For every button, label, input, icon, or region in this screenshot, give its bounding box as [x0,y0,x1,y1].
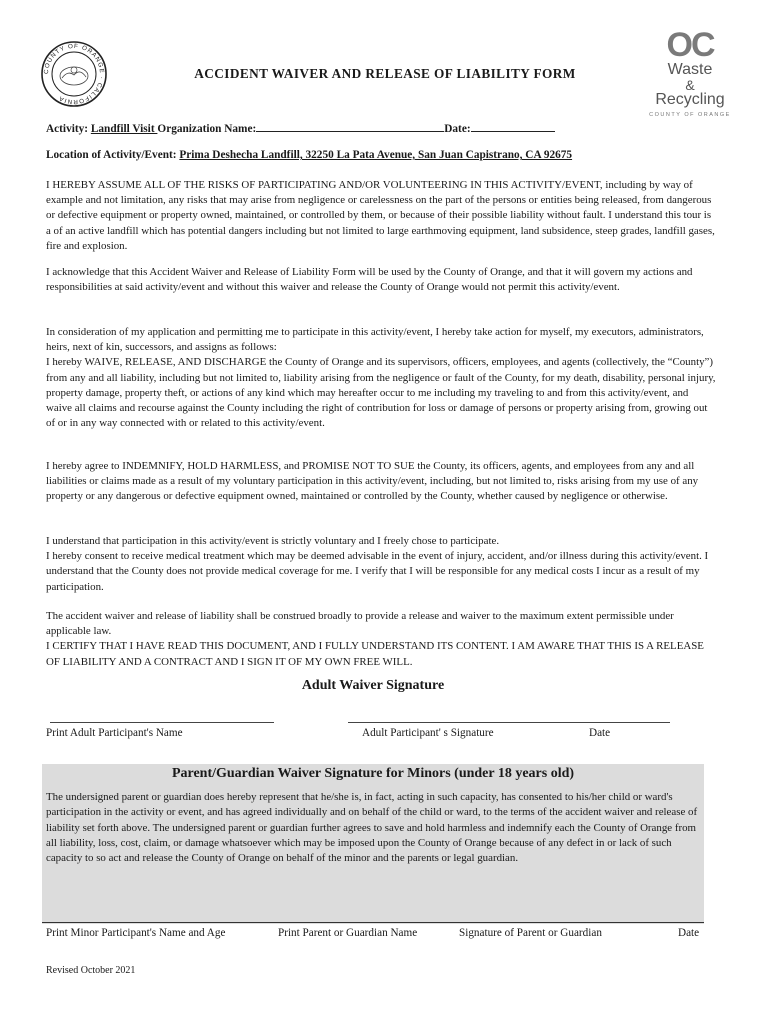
revision-note: Revised October 2021 [46,965,136,976]
logo-oc-mark: OC [666,26,714,64]
location-label: Location of Activity/Event: [46,149,180,161]
guardian-signature-line[interactable] [42,922,704,923]
activity-label: Activity: [46,123,91,135]
minor-name-label: Print Minor Participant's Name and Age [46,927,226,939]
guardian-section [42,764,704,924]
parent-date-label: Date [678,927,700,939]
construed-text: The accident waiver and release of liability shall be construed broadly to provide a release and waiver to the maximum extent permissible under applicable law. [46,610,674,638]
logo-recycling: Recycling [655,91,725,108]
logo-ampersand: & [685,77,695,93]
adult-signature-line[interactable] [348,722,670,723]
medical-text: I hereby consent to receive medical treatment which may be deemed advisable in the event of injury, accident, and/or illness during this activity/event. I understand that the County does not provide medical coverage for me. I verify that I will be responsible for any medical costs I incur as a result of my participation. [46,550,709,593]
date-label: Date: [444,123,471,135]
location-row [46,149,736,161]
oc-waste-recycling-logo [640,28,740,124]
adult-date-label: Date [589,727,611,739]
adult-name-line[interactable] [50,722,274,723]
county-seal-logo [40,40,108,108]
activity-row [46,120,726,135]
activity-value: Landfill Visit [90,123,158,135]
logo-waste: Waste [667,61,713,78]
paragraph-certify [46,609,716,670]
paragraph-assume-risks: I HEREBY ASSUME ALL OF THE RISKS OF PARTICIPATING AND/OR VOLUNTEERING IN THIS ACTIVITY/EVENT, including by way of example and not limitation, any risks that may arise from negligence or carelessness on the part of the persons or entities being released, from dangerous or defective equipment or property owned, maintained, or controlled by them, or because of their possible liability without fault. I understand this tour is a of an active landfill which has potential dangers including but not limited to large earthmoving equipment, land subsidence, steep grades, landfill gases, fire and explosion. [46,179,715,252]
certify-text: I CERTIFY THAT I HAVE READ THIS DOCUMENT, AND I FULLY UNDERSTAND ITS CONTENT. I AM AWARE THAT THIS IS A RELEASE OF LIABILITY AND A CONTRACT AND I SIGN IT OF MY OWN FREE WILL. [46,640,704,668]
parent-name-label: Print Parent or Guardian Name [278,927,418,939]
paragraph-acknowledge: I acknowledge that this Accident Waiver and Release of Liability Form will be used by the County of Orange, and that it will govern my actions and responsibilities at said activity/event and without this waiver and release the County of Orange would not permit this activity/event. [46,266,693,294]
paragraph-voluntary-medical [46,534,716,595]
guardian-heading: Parent/Guardian Waiver Signature for Minors (under 18 years old) [171,766,575,781]
guardian-text: The undersigned parent or guardian does hereby represent that he/she is, in fact, acting in such capacity, has consented to his/her child or ward's participation in the activity or event, and has agreed individually and on behalf of the child or ward, to the terms of the accident waiver and release of liability set forth above. The undersigned parent or guardian further agrees to save and hold harmless and indemnify each the County of Orange from all liability, loss, cost, claim, or damage whatsoever which may be imposed upon the County of Orange because of any defect in or lack of such capacity to so act and release the County of Orange on behalf of the minor and the parents or legal guardian. [46,791,698,865]
adult-name-label: Print Adult Participant's Name [46,727,183,739]
form-title: ACCIDENT WAIVER AND RELEASE OF LIABILITY FORM [194,66,576,81]
logo-county-text: COUNTY OF ORANGE [649,112,731,118]
organization-label: Organization Name: [157,123,257,135]
adult-signature-label: Adult Participant' s Signature [362,727,494,739]
seal-text: COUNTY OF ORANGE · CALIFORNIA [42,42,106,106]
adult-signature-heading: Adult Waiver Signature [301,678,445,693]
location-value: Prima Deshecha Landfill, 32250 La Pata Avenue, San Juan Capistrano, CA 92675 [179,149,573,161]
waive-text: I hereby WAIVE, RELEASE, AND DISCHARGE the County of Orange and its supervisors, officers, employees, and agents (collectively, the “County”) from any and all liability, including but not limited to, liability arising from the negligence or fault of the County, for my death, disability, personal injury, property damage, property theft, or actions of any kind which may hereafter occur to me including my traveling to and from this activity/event, and waive all claims and recourse against the County including the right of contribution for loss or damage of persons or property arising from, growing out of or in any way connected with or related to this activity/event. [46,356,716,430]
paragraph-indemnify: I hereby agree to INDEMNIFY, HOLD HARMLESS, and PROMISE NOT TO SUE the County, its officers, agents, and employees from any and all liabilities or claims made as a result of my voluntary participation in this activity/event, including, but not limited to, risks arising from my use of any property or any dangerous or defective equipment owned, maintained or controlled by the County, whether caused by negligence or otherwise. [46,460,699,503]
paragraph-waive-release [46,325,716,431]
consideration-text: In consideration of my application and permitting me to participate in this activity/event, I hereby take action for myself, my executors, administrators, heirs, next of kin, successors, and assigns as follows: [46,326,704,354]
date-field[interactable] [471,120,555,132]
seal-graphic [40,40,108,108]
parent-signature-label: Signature of Parent or Guardian [459,927,602,939]
organization-field[interactable] [256,120,444,132]
voluntary-text: I understand that participation in this activity/event is strictly voluntary and I freely chose to participate. [46,535,500,547]
